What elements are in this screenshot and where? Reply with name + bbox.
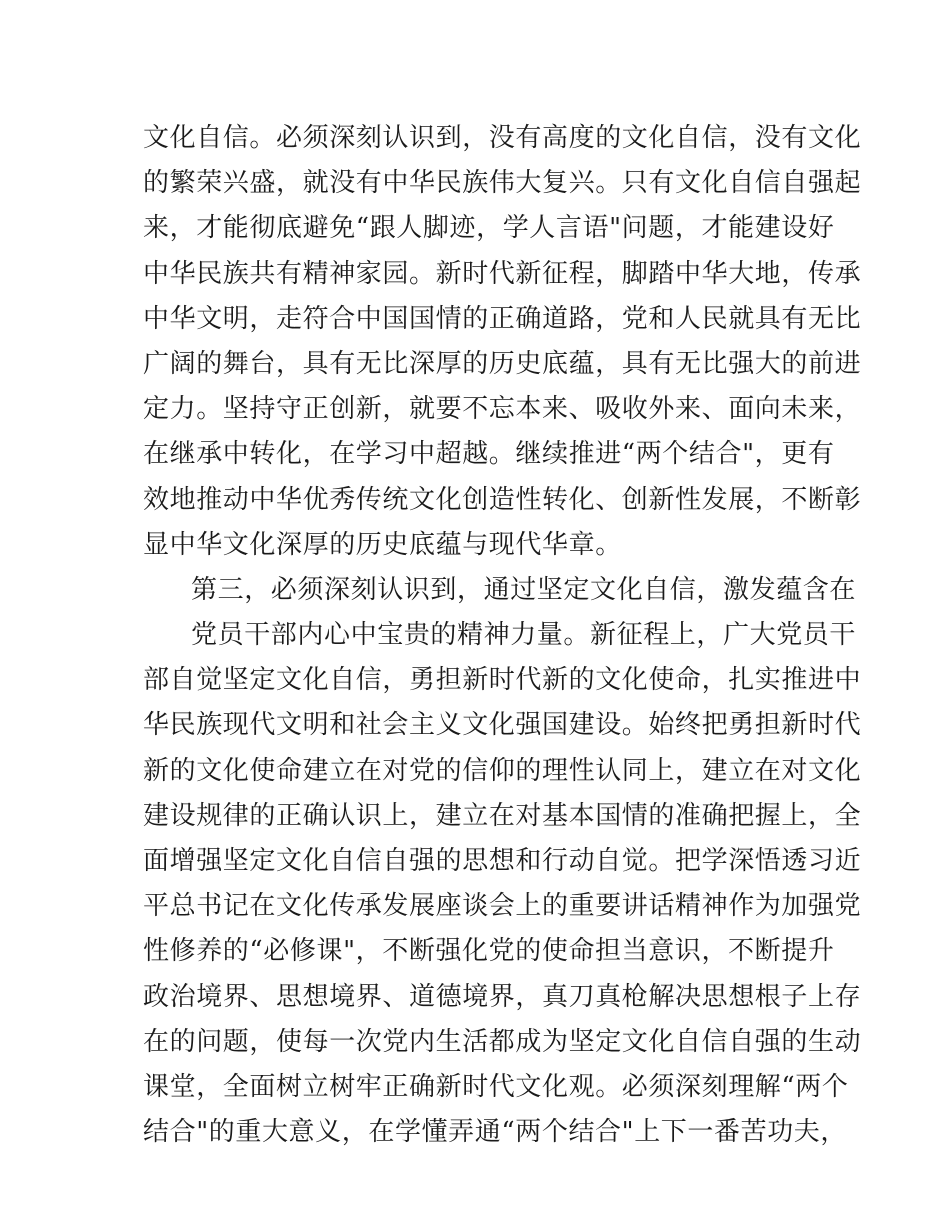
- text-line: 定力。坚持守正创新，就要不忘本来、吸收外来、面向未来，: [143, 394, 862, 425]
- text-line: 面增强坚定文化自信自强的思想和行动自觉。把学深悟透习近: [143, 846, 862, 876]
- text-line: 性修养的“必修课"，不断强化党的使命担当意识，不断提升: [143, 936, 835, 967]
- text-line: 在继承中转化，在学习中超越。继续推进“两个结合"，更有: [143, 439, 835, 470]
- text-line: 课堂，全面树立树牢正确新时代文化观。必须深刻理解“两个: [143, 1071, 849, 1102]
- text-line: 平总书记在文化传承发展座谈会上的重要讲话精神作为加强党: [143, 891, 862, 922]
- text-line: 部自觉坚定文化自信，勇担新时代新的文化使命，扎实推进中: [143, 665, 862, 696]
- text-line: 效地推动中华优秀传统文化创造性转化、创新性发展，不断彰: [143, 484, 862, 515]
- text-line: 广阔的舞台，具有无比深厚的历史底蕴，具有无比强大的前进: [143, 348, 862, 379]
- text-line: 的繁荣兴盛，就没有中华民族伟大复兴。只有文化自信自强起: [143, 168, 862, 199]
- text-line: 在的问题，使每一次党内生活都成为坚定文化自信自强的生动: [143, 1026, 862, 1057]
- text-line: 显中华文化深厚的历史底蕴与现代华章。: [143, 529, 622, 560]
- text-line: 政治境界、思想境界、道德境界，真刀真枪解决思想根子上存: [143, 981, 862, 1012]
- text-line: 党员干部内心中宝贵的精神力量。新征程上，广大党员干: [191, 620, 857, 651]
- text-line: 中华民族共有精神家园。新时代新征程，脚踏中华大地，传承: [143, 258, 862, 289]
- text-line: 结合"的重大意义，在学懂弄通“两个结合"上下一番苦功夫，: [143, 1117, 848, 1148]
- text-line: 华民族现代文明和社会主义文化强国建设。始终把勇担新时代: [143, 710, 862, 741]
- text-line: 文化自信。必须深刻认识到，没有高度的文化自信，没有文化: [143, 123, 862, 153]
- text-line: 来，才能彻底避免“跟人脚迹，学人言语"问题，才能建设好: [143, 213, 835, 244]
- body-text: [143, 116, 862, 1155]
- text-line: 中华文明，走符合中国国情的正确道路，党和人民就具有无比: [143, 303, 862, 334]
- text-line: 建设规律的正确认识上，建立在对基本国情的准确把握上，全: [143, 800, 862, 831]
- text-line: 第三，必须深刻认识到，通过坚定文化自信，激发蕴含在: [191, 574, 857, 605]
- text-line: 新的文化使命建立在对党的信仰的理性认同上，建立在对文化: [143, 755, 862, 786]
